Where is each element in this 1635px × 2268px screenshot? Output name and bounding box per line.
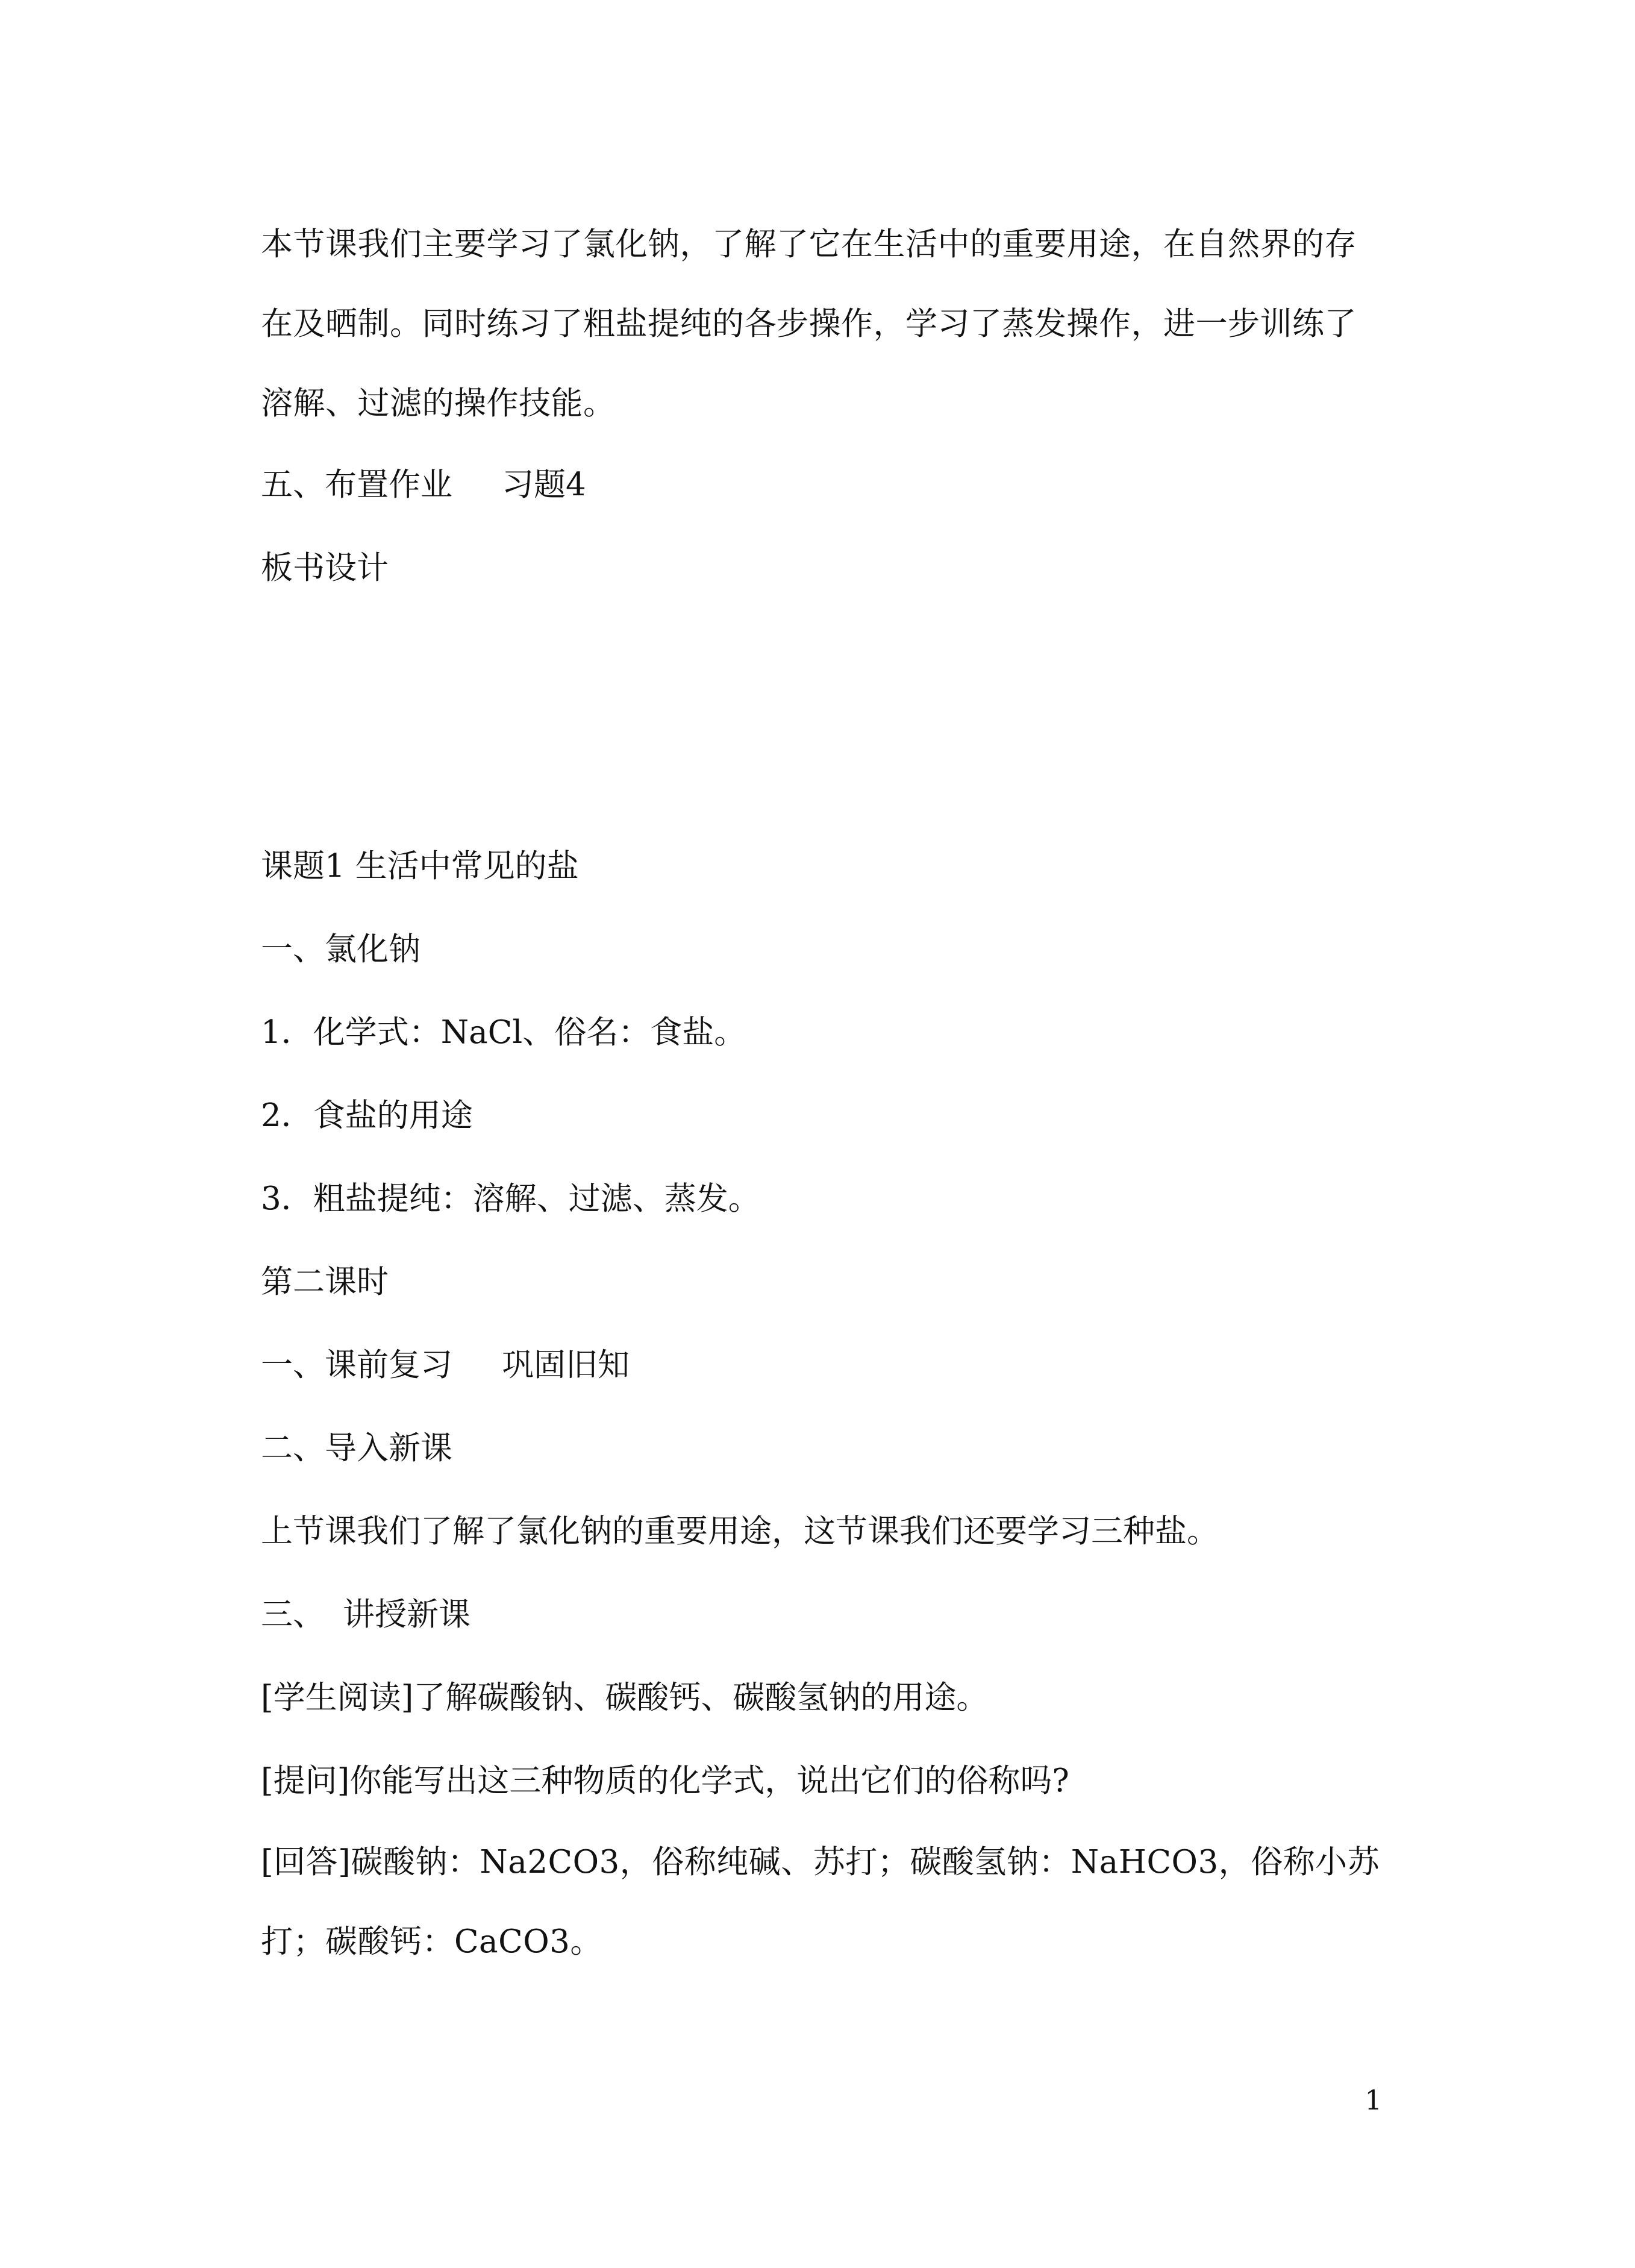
review-task: 巩固旧知	[502, 1347, 630, 1383]
teach-line	[261, 1573, 1383, 1656]
board-section: 一、氯化钠	[261, 931, 420, 968]
board-item-1: 1．化学式：NaCl、俗名：食盐。	[261, 1014, 746, 1051]
reading-line: [学生阅读]了解碳酸钠、碳酸钙、碳酸氢钠的用途。	[261, 1679, 989, 1716]
homework-task: 习题4	[502, 466, 586, 503]
teach-title: 讲授新课	[343, 1596, 470, 1633]
homework-line	[261, 443, 1383, 527]
intro-text: 上节课我们了解了氯化钠的重要用途，这节课我们还要学习三种盐。	[261, 1513, 1219, 1550]
board-item-2: 2．食盐的用途	[261, 1097, 473, 1134]
homework-label: 五、布置作业	[261, 466, 452, 503]
answer-paragraph: [回答]碳酸钠：Na2CO3，俗称纯碱、苏打；碳酸氢钠：NaHCO3，俗称小苏打；碳酸钙：CaCO3。	[261, 1844, 1380, 1960]
board-design-label: 板书设计	[261, 550, 389, 586]
teach-label: 三、	[261, 1596, 325, 1633]
intro-heading: 二、导入新课	[261, 1430, 452, 1467]
review-label: 一、课前复习	[261, 1347, 452, 1383]
summary-paragraph: 本节课我们主要学习了氯化钠，了解了它在生活中的重要用途，在自然界的存在及晒制。同时练习了粗盐提纯的各步操作，学习了蒸发操作，进一步训练了溶解、过滤的操作技能。	[261, 226, 1357, 422]
blank-space	[261, 610, 1383, 825]
review-line	[261, 1324, 1383, 1407]
page-content	[261, 205, 1383, 1982]
page-number: 1	[1365, 2084, 1382, 2116]
question-line: [提问]你能写出这三种物质的化学式，说出它们的俗称吗?	[261, 1762, 1069, 1799]
board-item-3: 3．粗盐提纯：溶解、过滤、蒸发。	[261, 1180, 760, 1217]
board-title: 课题1 生活中常见的盐	[261, 848, 579, 885]
second-lesson-heading: 第二课时	[261, 1264, 389, 1300]
